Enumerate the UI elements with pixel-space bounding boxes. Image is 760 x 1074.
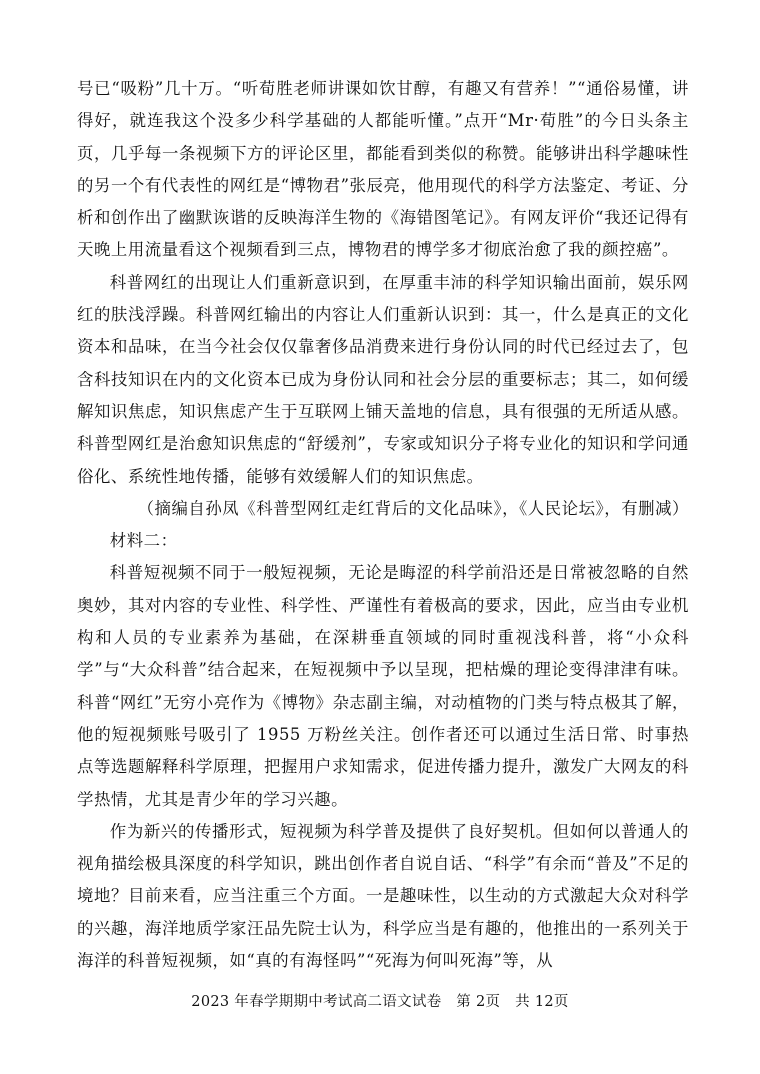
body-text [77, 73, 689, 977]
paragraph-1: 号已“吸粉”几十万。“听荀胜老师讲课如饮甘醇，有趣又有营养！”“通俗易懂，讲得好，就连我这个没多少科学基础的人都能听懂。”点开“Mr·荀胜”的今日头条主页，几乎每一条视频下方的评论区里，都能看到类似的称赞。能够讲出科学趣味性的另一个有代表性的网红是“博物君”张辰亮，他用现代的科学方法鉴定、考证、分析和创作出了幽默诙谐的反映海洋生物的《海错图笔记》。有网友评价“我还记得有天晚上用流量看这个视频看到三点，博物君的博学多才彻底治愈了我的颜控癌”。 [77, 79, 689, 260]
page-footer: 2023 年春学期期中考试高二语文试卷 第 2页 共 12页 [191, 994, 569, 1010]
section-heading: 材料二： [109, 531, 178, 551]
source-citation: （摘编自孙凤《科普型网红走红背后的文化品味》，《人民论坛》，有删减） [137, 498, 689, 518]
paragraph-2: 科普网红的出现让人们重新意识到，在厚重丰沛的科学知识输出面前，娱乐网红的肤浅浮躁。科普网红输出的内容让人们重新认识到：其一，什么是真正的文化资本和品味，在当今社会仅仅靠奢侈品消费来进行身份认同的时代已经过去了，包含科技知识在内的文化资本已成为身份认同和社会分层的重要标志；其二，如何缓解知识焦虑，知识焦虑产生于互联网上铺天盖地的信息，具有很强的无所适从感。科普型网红是治愈知识焦虑的“舒缓剂”，专家或知识分子将专业化的知识和学问通俗化、系统性地传播，能够有效缓解人们的知识焦虑。 [77, 272, 689, 486]
paragraph-4: 作为新兴的传播形式，短视频为科学普及提供了良好契机。但如何以普通人的视角描绘极具深度的科学知识，跳出创作者自说自话、“科学”有余而“普及”不足的境地？目前来看，应当注重三个方面。一是趣味性，以生动的方式激起大众对科学的兴趣，海洋地质学家汪品先院士认为，科学应当是有趣的，他推出的一系列关于海洋的科普短视频，如“真的有海怪吗”“死海为何叫死海”等，从 [77, 821, 689, 971]
paragraph-3: 科普短视频不同于一般短视频，无论是晦涩的科学前沿还是日常被忽略的自然奥妙，其对内容的专业性、科学性、严谨性有着极高的要求，因此，应当由专业机构和人员的专业素养为基础，在深耕垂直领域的同时重视浅科普，将“小众科学”与“大众科普”结合起来，在短视频中予以呈现，把枯燥的理论变得津津有味。科普“网红”无穷小亮作为《博物》杂志副主编，对动植物的门类与特点极其了解，他的短视频账号吸引了 1955 万粉丝关注。创作者还可以通过生活日常、时事热点等选题解释科学原理，把握用户求知需求，促进传播力提升，激发广大网友的科学热情，尤其是青少年的学习兴趣。 [77, 563, 689, 809]
